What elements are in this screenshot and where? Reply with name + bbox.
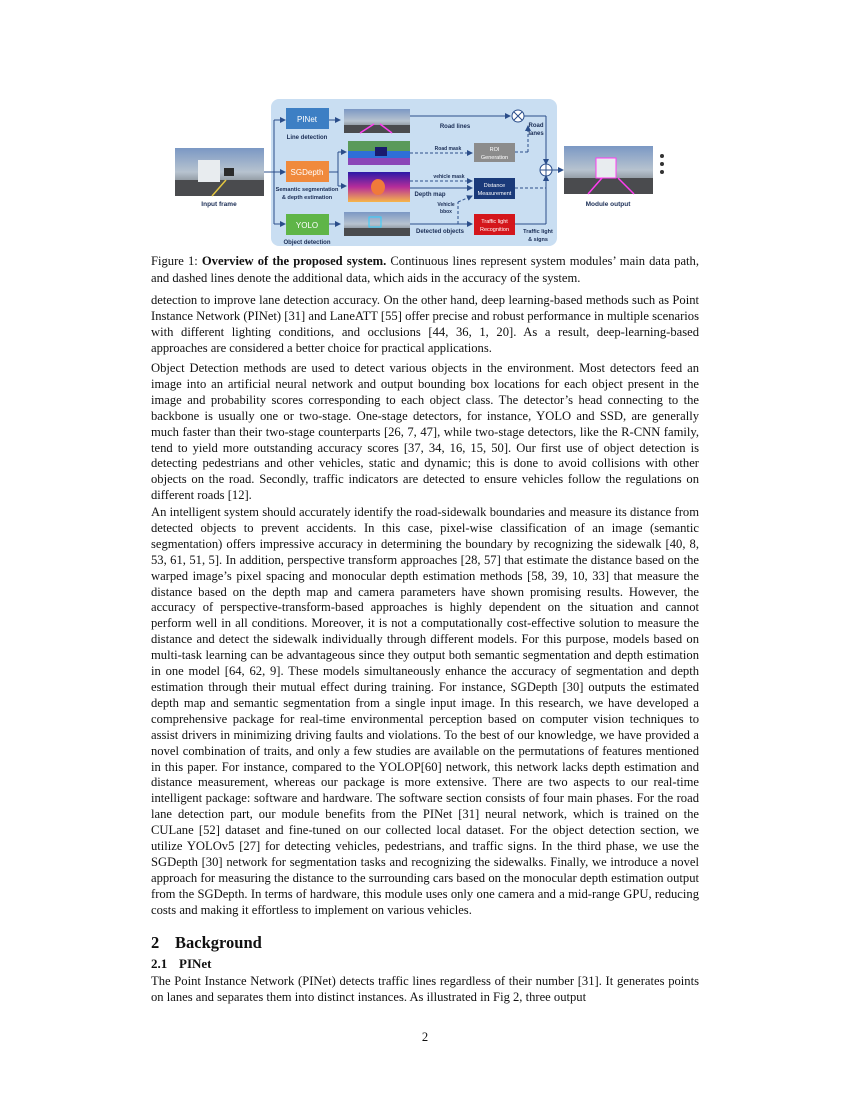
caption-bold: Overview of the proposed system. (201, 254, 387, 268)
roi-generation-box (474, 143, 515, 162)
module-output-label: Module output (585, 201, 631, 208)
paragraph-3: An intelligent system should accurately identify the road-sidewalk boundaries and measure its distance from detected objects to prevent accidents. In this case, pixel-wise classification of an image (semantic segmentation) offers impressive accuracy in determining the boundary by recognizing the sidewalk [40, 8, 53, 61, 51, 5]. In addition, perspective transform approaches [28, 57] that estimate the distance based on the warped image’s pixel spacing and monocular depth estimation methods [58, 39, 10, 33] that measure the distance based on the depth map and camera parameters have shown promising results. However, the accuracy of perspective-transform-based approaches is highly dependent on the situation and cannot perform well in all conditions. Moreover, it is not a computationally cost-effective solution to measure the distance and detect the sidewalk individually through different models. For this purpose, models based on multi-task learning can be advantageous since they output both semantic segmentation and depth estimation in one model [64, 62, 9]. These models simultaneously enhance the accuracy of segmentation and depth estimation through their mutual effect during training. For instance, SGDepth [30] outputs the estimated depth map and semantic segmentation from a single input image. In this research, we have developed a comprehensive package for real-time environmental perception based on computer vision techniques to assist drivers in minimizing driving faults and violations. To the best of our knowledge, we have provided a novel combination of traits, and only a few studies are available on the permutations of features mentioned in this paper. For instance, compared to the YOLOP[60] network, this network lacks depth estimation and distance measurement, whereas our package is more extensive. There are two aspects to our real-time intelligent package: software and hardware. The software section consists of four main phases. For the road lane detection part, our module benefits from the PINet [31] neural network, which is trained on the CULane [52] dataset and fine-tuned on our collected local dataset. For the object detection section, we utilize YOLOv5 [27] for detecting vehicles, pedestrians, and traffic signs. In the third phase, we use the SGDepth [30] network for segmentation tasks and recognizing the sidewalks. Finally, we introduce a novel approach for measuring the distance to the surrounding cars based on the monocular depth estimation output from the SGDepth. In terms of hardware, this module uses only one camera and a mid-range GPU, reducing costs and making it effortless to implement on various vehicles. (151, 505, 699, 917)
caption-rest: Continuous lines represent system modules’ main data path, and dashed lines denote the additional data, which aids in the accuracy of the system. (151, 254, 699, 285)
distance-measurement-box (474, 178, 515, 199)
road-lines-label: Road lines (439, 124, 471, 130)
traffic-signs-label-line2: & signs (528, 237, 548, 243)
caption-prefix: Figure 1: (151, 254, 202, 268)
section-number: 2 (151, 933, 160, 952)
svg-text:PINet: PINet (296, 115, 318, 124)
vehicle-mask-label: vehicle mask (433, 174, 465, 180)
depth-map-thumbnail (348, 172, 410, 202)
figure-1 (0, 0, 850, 255)
section-title: Background (175, 933, 262, 952)
svg-text:Distance: Distance (483, 183, 506, 189)
svg-text:ROI: ROI (489, 147, 500, 153)
yolo-module (286, 214, 329, 235)
sgdepth-caption-line1: Semantic segmentation (275, 187, 339, 193)
subsection-title: PINet (179, 956, 212, 971)
section-heading (151, 933, 262, 953)
traffic-light-recognition-box (474, 214, 515, 235)
module-output-image (564, 146, 669, 194)
svg-text:SGDepth: SGDepth (290, 168, 324, 177)
traffic-signs-label-line1: Traffic light (523, 229, 553, 235)
paragraph-2: Object Detection methods are used to detect various objects in the environment. Most detectors feed an image into an artificial neural network and output bounding box locations for each object present in the image and probability scores corresponding to each object class. The detector’s head connecting to the backbone is usually one or two-stage. One-stage detectors, for instance, YOLO and SSD, are generally much faster than their two-stage counterparts [26, 7, 47], while two-stage detectors, like the R-CNN family, tend to yield more outstanding accuracy scores [37, 34, 16, 15, 50]. Our first use of object detection is detecting pedestrians and other vehicles, static and dynamic; this is done to avoid collisions with other objects on the road. Secondly, traffic indicators are detected to ensure vehicles follow the regulations on different roads [12]. (151, 361, 699, 503)
yolo-caption: Object detection (283, 240, 331, 246)
page-number: 2 (421, 1030, 429, 1044)
pinet-output-thumbnail (344, 109, 410, 133)
input-frame-label: Input frame (201, 201, 237, 208)
svg-text:Traffic light: Traffic light (481, 219, 508, 225)
subsection-number: 2.1 (151, 956, 168, 971)
vehicle-bbox-label-line1: Vehicle (437, 202, 455, 208)
svg-text:Generation: Generation (480, 155, 509, 161)
subsection-heading (151, 956, 212, 972)
paragraph-1: detection to improve lane detection accuracy. On the other hand, deep learning-based methods such as Point Instance Network (PINet) [31] and LaneATT [55] offer precise and robust performance in multiple scenarios with different lighting conditions, and occlusions [44, 36, 1, 20]. As a result, deep-learning-based approaches are considered a better choice for practical applications. (151, 293, 699, 355)
svg-text:Measurement: Measurement (477, 191, 512, 197)
paragraph-4: The Point Instance Network (PINet) detects traffic lines regardless of their number [31]. It generates points on lanes and separates them into distinct instances. As illustrated in Fig 2, three output (151, 974, 699, 1004)
pinet-caption: Line detection (286, 135, 328, 141)
svg-text:YOLO: YOLO (295, 221, 319, 230)
pinet-module (286, 108, 329, 129)
sgdepth-caption-line2: & depth estimation (281, 195, 333, 201)
detected-objects-label: Detected objects (415, 229, 465, 235)
input-frame-image (175, 148, 264, 196)
svg-text:Recognition: Recognition (479, 227, 510, 233)
yolo-output-thumbnail (344, 212, 410, 236)
figure-caption (151, 253, 699, 286)
road-lanes-label-line2: lanes (528, 131, 544, 137)
road-mask-label: Road mask (434, 146, 462, 152)
segmentation-thumbnail (348, 141, 410, 165)
vehicle-bbox-label-line2: bbox (440, 209, 452, 215)
road-lanes-label-line1: Road (528, 123, 544, 129)
sgdepth-module (286, 161, 329, 182)
depth-map-label: Depth map (414, 192, 446, 198)
